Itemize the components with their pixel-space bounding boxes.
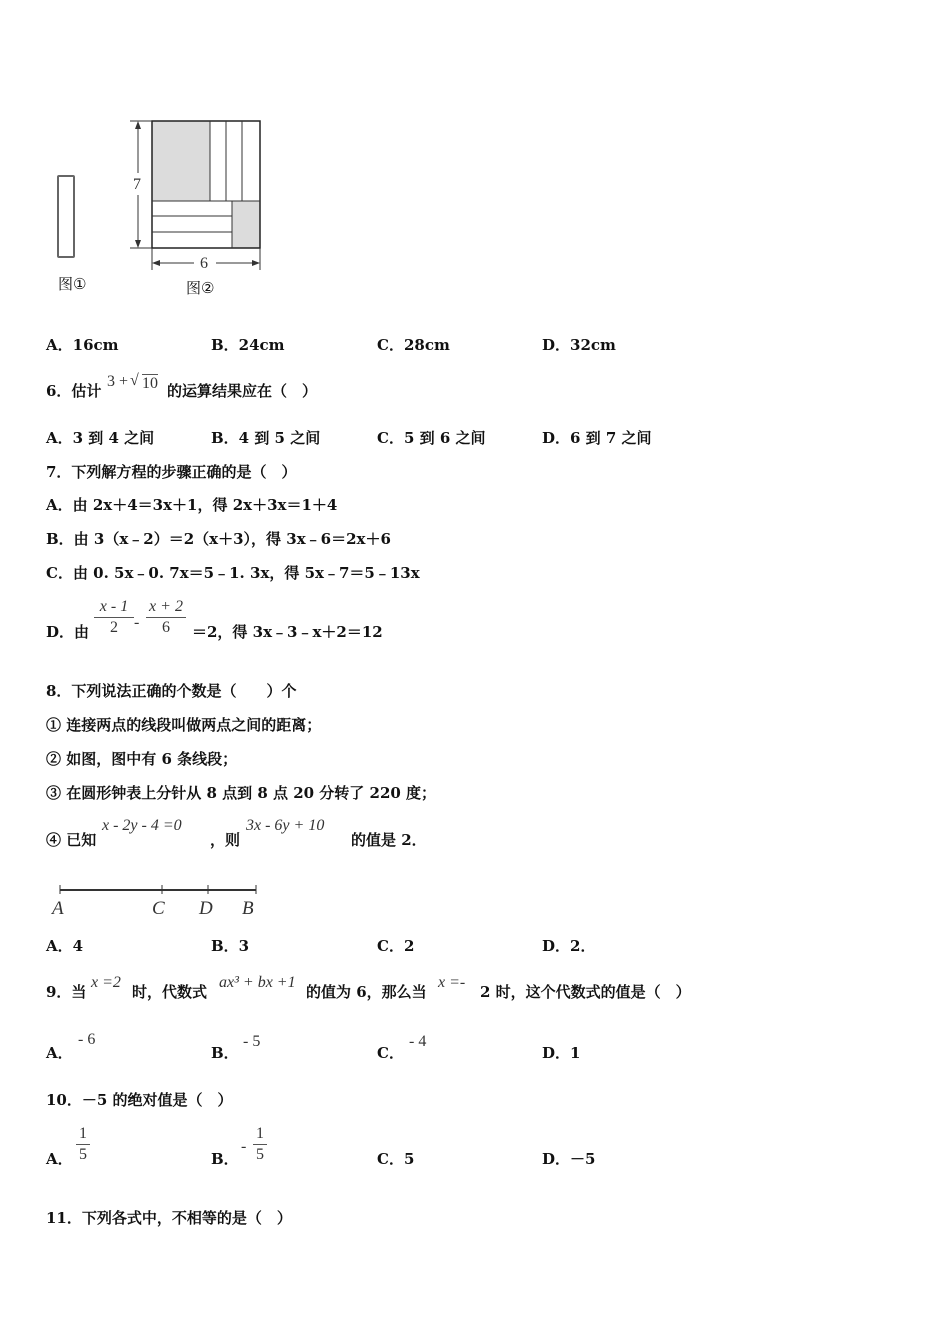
q9-condition-1: x =2 [91, 974, 121, 991]
q8-statement-3: ③ 在圆形钟表上分针从 8 点到 8 点 20 分转了 220 度； [46, 784, 437, 802]
q8-statement-4-mid: ，则 [210, 831, 241, 849]
figure-2-width-label: 6 [200, 255, 208, 272]
point-a-label: A [52, 898, 64, 919]
q8-equation-1: x - 2y - 4 =0 [102, 817, 182, 834]
q6-option-d[interactable]: D．6 到 7 之间 [542, 429, 652, 447]
q10-option-a[interactable] [46, 1126, 166, 1172]
q7-stem: 7．下列解方程的步骤正确的是（ ） [46, 463, 297, 481]
q7-d-den-2: 6 [162, 619, 170, 636]
q10-a-denominator: 5 [79, 1146, 87, 1163]
q7-d-num-1: x - 1 [99, 598, 129, 615]
q10-b-denominator: 5 [256, 1146, 264, 1163]
q6-root-value: 10 [142, 375, 158, 392]
q10-option-b[interactable] [211, 1126, 331, 1172]
q7-d-den-1: 2 [110, 619, 118, 636]
figure-2-label: 图② [186, 279, 215, 297]
figure-2-diagram [122, 115, 272, 277]
q10-option-a-label: A． [46, 1150, 73, 1168]
figure-1-label: 图① [58, 275, 87, 293]
q11-stem: 11．下列各式中，不相等的是（ ） [46, 1209, 292, 1227]
q8-stem: 8．下列说法正确的个数是（ ）个 [46, 682, 297, 700]
q9-option-a-value: - 6 [78, 1031, 96, 1048]
q9-option-c-label: C． [377, 1044, 404, 1062]
point-c-label: C [152, 898, 165, 919]
q10-b-sign: - [241, 1138, 247, 1155]
q5-option-b[interactable]: B．24cm [211, 336, 285, 354]
q9-option-a-label: A． [46, 1044, 73, 1062]
figure-2-height-label: 7 [133, 176, 141, 193]
q7-option-a[interactable]: A．由 2x＋4＝3x＋1，得 2x＋3x＝1＋4 [46, 496, 338, 514]
q9-suffix: 2 时，这个代数式的值是（ ） [480, 983, 691, 1001]
q9-option-b-value: - 5 [243, 1033, 261, 1050]
q8-option-b[interactable]: B．3 [211, 937, 250, 955]
q5-option-c[interactable]: C．28cm [377, 336, 450, 354]
q5-option-a[interactable]: A．16cm [46, 336, 119, 354]
q9-option-b-label: B． [211, 1044, 239, 1062]
q5-option-d[interactable]: D．32cm [542, 336, 616, 354]
q6-expr-a: 3 + [107, 373, 129, 390]
sqrt-sign-icon: √ [130, 372, 139, 389]
q10-option-a-fraction [76, 1126, 90, 1163]
q9-option-c[interactable] [377, 1032, 497, 1064]
point-b-label: B [242, 898, 254, 919]
q8-statement-2: ② 如图，图中有 6 条线段； [46, 750, 238, 768]
q9-mid-1: 时，代数式 [132, 983, 208, 1001]
q6-option-b[interactable]: B．4 到 5 之间 [211, 429, 321, 447]
q9-option-a[interactable] [46, 1032, 166, 1064]
q6-option-a[interactable]: A．3 到 4 之间 [46, 429, 155, 447]
q7-option-b[interactable]: B．由 3（x﹣2）＝2（x＋3），得 3x﹣6＝2x＋6 [46, 530, 391, 548]
q7-d-suffix: ＝2，得 3x﹣3﹣x＋2＝12 [192, 623, 383, 641]
q9-condition-2: x =- [438, 974, 466, 991]
q8-option-d[interactable]: D．2． [542, 937, 596, 955]
q9-mid-2: 的值为 6，那么当 [306, 983, 427, 1001]
q10-option-b-label: B． [211, 1150, 239, 1168]
q10-option-c[interactable]: C．5 [377, 1150, 415, 1168]
q8-equation-2: 3x - 6y + 10 [246, 817, 325, 834]
q6-stem-suffix: 的运算结果应在（ ） [167, 382, 318, 400]
q8-option-c[interactable]: C．2 [377, 937, 415, 955]
q10-stem: 10．－5 的绝对值是（ ） [46, 1091, 233, 1109]
q9-option-b[interactable] [211, 1032, 331, 1064]
q10-option-b-fraction [253, 1126, 267, 1163]
q7-d-fraction-1 [94, 599, 134, 636]
q8-statement-1: ① 连接两点的线段叫做两点之间的距离； [46, 716, 322, 734]
q10-b-numerator: 1 [256, 1125, 264, 1142]
q10-option-d[interactable]: D．－5 [542, 1150, 596, 1168]
q7-option-d[interactable] [46, 597, 406, 643]
q6-option-c[interactable]: C．5 到 6 之间 [377, 429, 486, 447]
q7-d-num-2: x + 2 [149, 598, 183, 615]
figure-1-rectangle [57, 175, 75, 258]
q7-d-minus: - [134, 614, 140, 631]
q10-a-numerator: 1 [79, 1125, 87, 1142]
q9-option-d[interactable]: D．1 [542, 1044, 581, 1062]
q8-segment-diagram [56, 882, 266, 898]
q9-prefix: 9．当 [46, 983, 87, 1001]
q6-stem-prefix: 6．估计 [46, 382, 102, 400]
q7-d-fraction-2 [146, 599, 186, 636]
q7-d-prefix: D．由 [46, 623, 90, 641]
q9-option-c-value: - 4 [409, 1033, 427, 1050]
point-d-label: D [199, 898, 213, 919]
q7-option-c[interactable]: C．由 0. 5x﹣0. 7x＝5﹣1. 3x，得 5x﹣7＝5﹣13x [46, 564, 420, 582]
q8-statement-4-suffix: 的值是 2． [351, 831, 427, 849]
q8-statement-4-prefix: ④ 已知 [46, 831, 97, 849]
q8-option-a[interactable]: A．4 [46, 937, 84, 955]
q9-expression: ax³ + bx +1 [219, 974, 296, 991]
